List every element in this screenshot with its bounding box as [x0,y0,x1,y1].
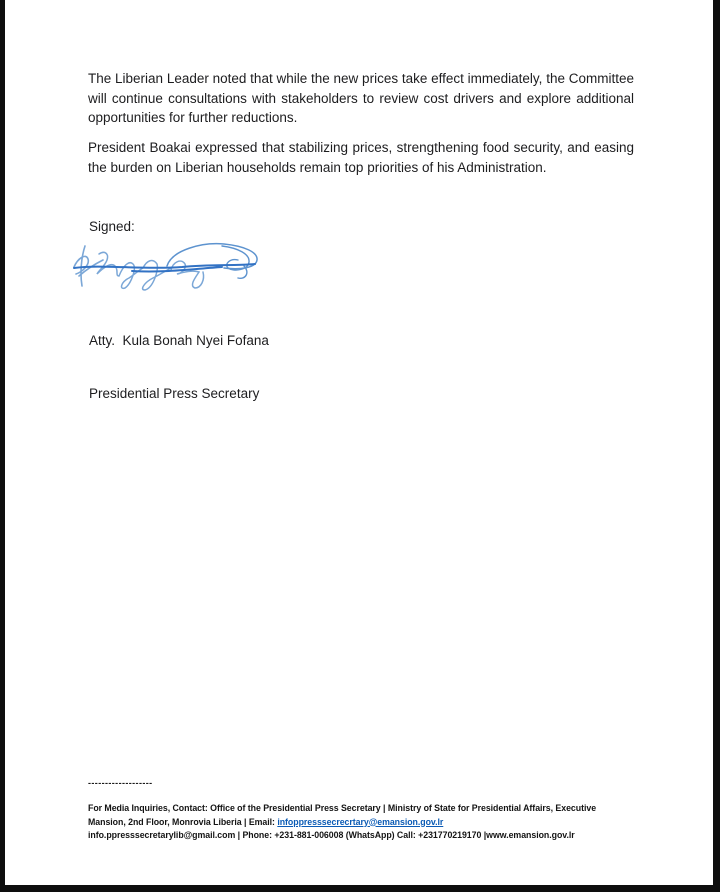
signatory-name: Atty. Kula Bonah Nyei Fofana [89,333,269,348]
footer-divider: ------------------- [88,778,153,788]
signed-label: Signed: [89,219,135,234]
signature-handwritten-ink [72,240,262,292]
paragraph-priorities: President Boakai expressed that stabilizing prices, strengthening food security, and easing the burden on Liberian households remain top priorities of his Administration. [88,140,634,175]
signature-stroke [222,246,249,278]
footer-line-3 [88,829,596,843]
paragraph-consultations: The Liberian Leader noted that while the new prices take effect immediately, the Committee will continue consultations with stakeholders to review cost drivers and explore additional opportunities for further reductions. [88,71,634,125]
signatory-title: Presidential Press Secretary [89,385,260,401]
footer-line-3-text: info.ppresssecretarylib@gmail.com | Phone: +231-881-006008 (WhatsApp) Call: +231770219170 |www.emansion.gov.lr [88,830,575,840]
document-page [5,0,713,885]
footer-line-1-text: For Media Inquiries, Contact: Office of the Presidential Press Secretary | Ministry of State for Presidential Affairs, Executive [88,803,597,813]
footer-line-1 [88,802,596,816]
footer-line-2-text: Mansion, 2nd Floor, Monrovia Liberia | Email: [88,816,278,827]
footer-line-2 [88,816,596,830]
footer-contact-block [88,802,596,843]
signatory-block [89,297,269,437]
email-link[interactable]: infoppresssecrecrtary@emansion.gov.lr [277,816,444,827]
